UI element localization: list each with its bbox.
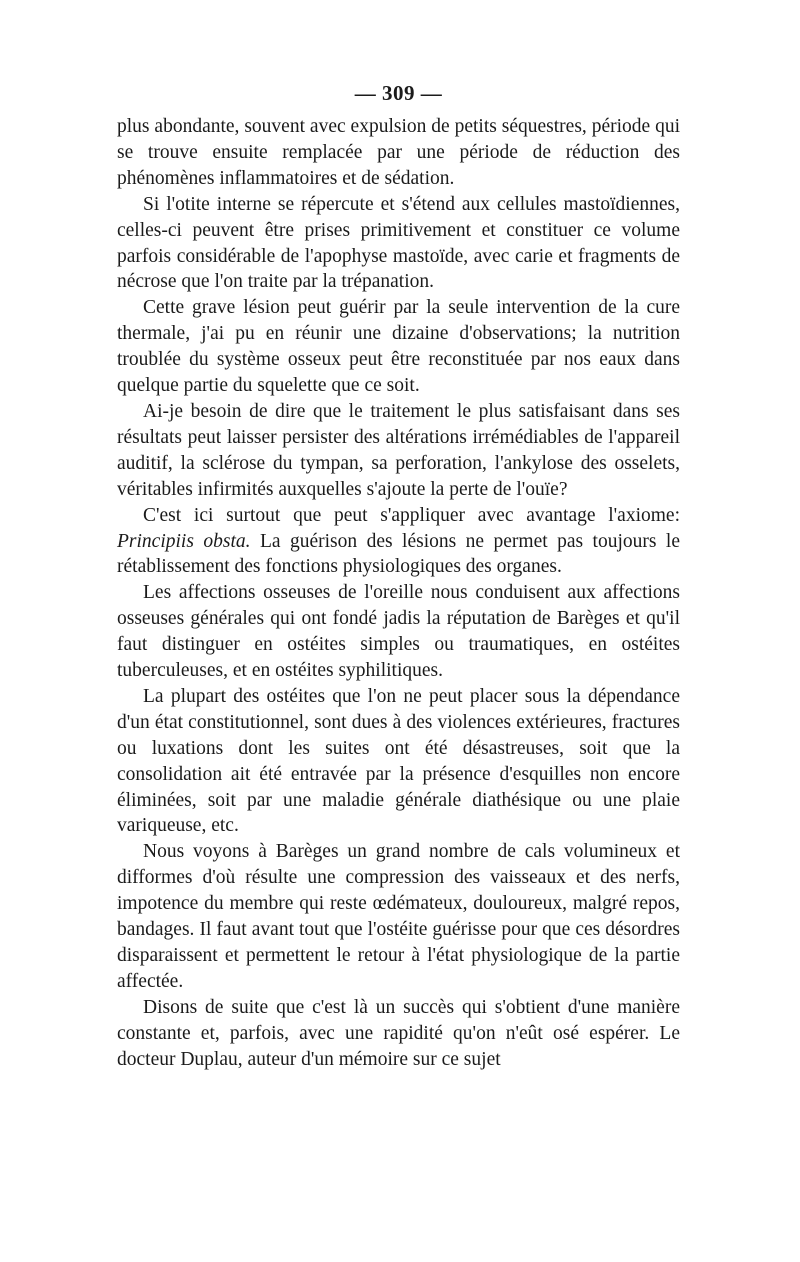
paragraph-5-text-after: La guérison des lésions ne permet pas toujours le rétablissement des fonctions physiologiques des organes. — [117, 530, 680, 578]
paragraph-1: plus abondante, souvent avec expulsion de petits séquestres, période qui se trouve ensuite remplacée par une période de réduction des phénomènes inflammatoires et de sédation. — [117, 116, 680, 189]
paragraph-8: Nous voyons à Barèges un grand nombre de cals volumineux et difformes d'où résulte une compression des vaisseaux et des nerfs, impotence du membre qui reste œdémateux, douloureux, malgré repos, bandages. Il faut avant tout que l'ostéite guérisse pour que ces désordres disparaissent et permettent le retour à l'état physiologique de la partie affectée. — [117, 841, 680, 992]
paragraph-7: La plupart des ostéites que l'on ne peut placer sous la dépendance d'un état constitutionnel, sont dues à des violences extérieures, fractures ou luxations dont les suites ont été désastreuses, soit que la consolidation ait été entravée par la présence d'esquilles non encore éliminées, soit par une maladie générale diathésique ou une plaie variqueuse, etc. — [117, 685, 680, 837]
paragraph-2: Si l'otite interne se répercute et s'étend aux cellules mastoïdiennes, celles-ci peuvent être prises primitivement et constituer ce volume parfois considérable de l'apophyse mastoïde, avec carie et fragments de nécrose que l'on traite par la trépanation. — [117, 193, 680, 293]
paragraph-4: Ai-je besoin de dire que le traitement le plus satisfaisant dans ses résultats peut laisser persister des altérations irrémédiables de l'appareil auditif, la sclérose du tympan, sa perforation, l'ankylose des osselets, véritables infirmités auxquelles s'ajoute la perte de l'ouïe? — [117, 400, 680, 500]
latin-axiom: Principiis obsta. — [117, 530, 251, 552]
paragraph-5-text-before: C'est ici surtout que peut s'appliquer avec avantage l'axiome: — [143, 504, 680, 526]
paragraph-5 — [117, 503, 680, 581]
book-page — [117, 80, 680, 1073]
paragraph-6: Les affections osseuses de l'oreille nous conduisent aux affections osseuses générales qui ont fondé jadis la réputation de Barèges et qu'il faut distinguer en ostéites simples ou traumatiques, en ostéites tuberculeuses, et en ostéites syphilitiques. — [117, 582, 680, 682]
paragraph-9: Disons de suite que c'est là un succès qui s'obtient d'une manière constante et, parfois, avec une rapidité qu'on n'eût osé espérer. Le docteur Duplau, auteur d'un mémoire sur ce sujet — [117, 996, 680, 1070]
page-number: — 309 — — [354, 81, 443, 105]
paragraph-3: Cette grave lésion peut guérir par la seule intervention de la cure thermale, j'ai pu en réunir une dizaine d'observations; la nutrition troublée du système osseux peut être reconstituée par nos eaux dans quelque partie du squelette que ce soit. — [117, 297, 680, 397]
